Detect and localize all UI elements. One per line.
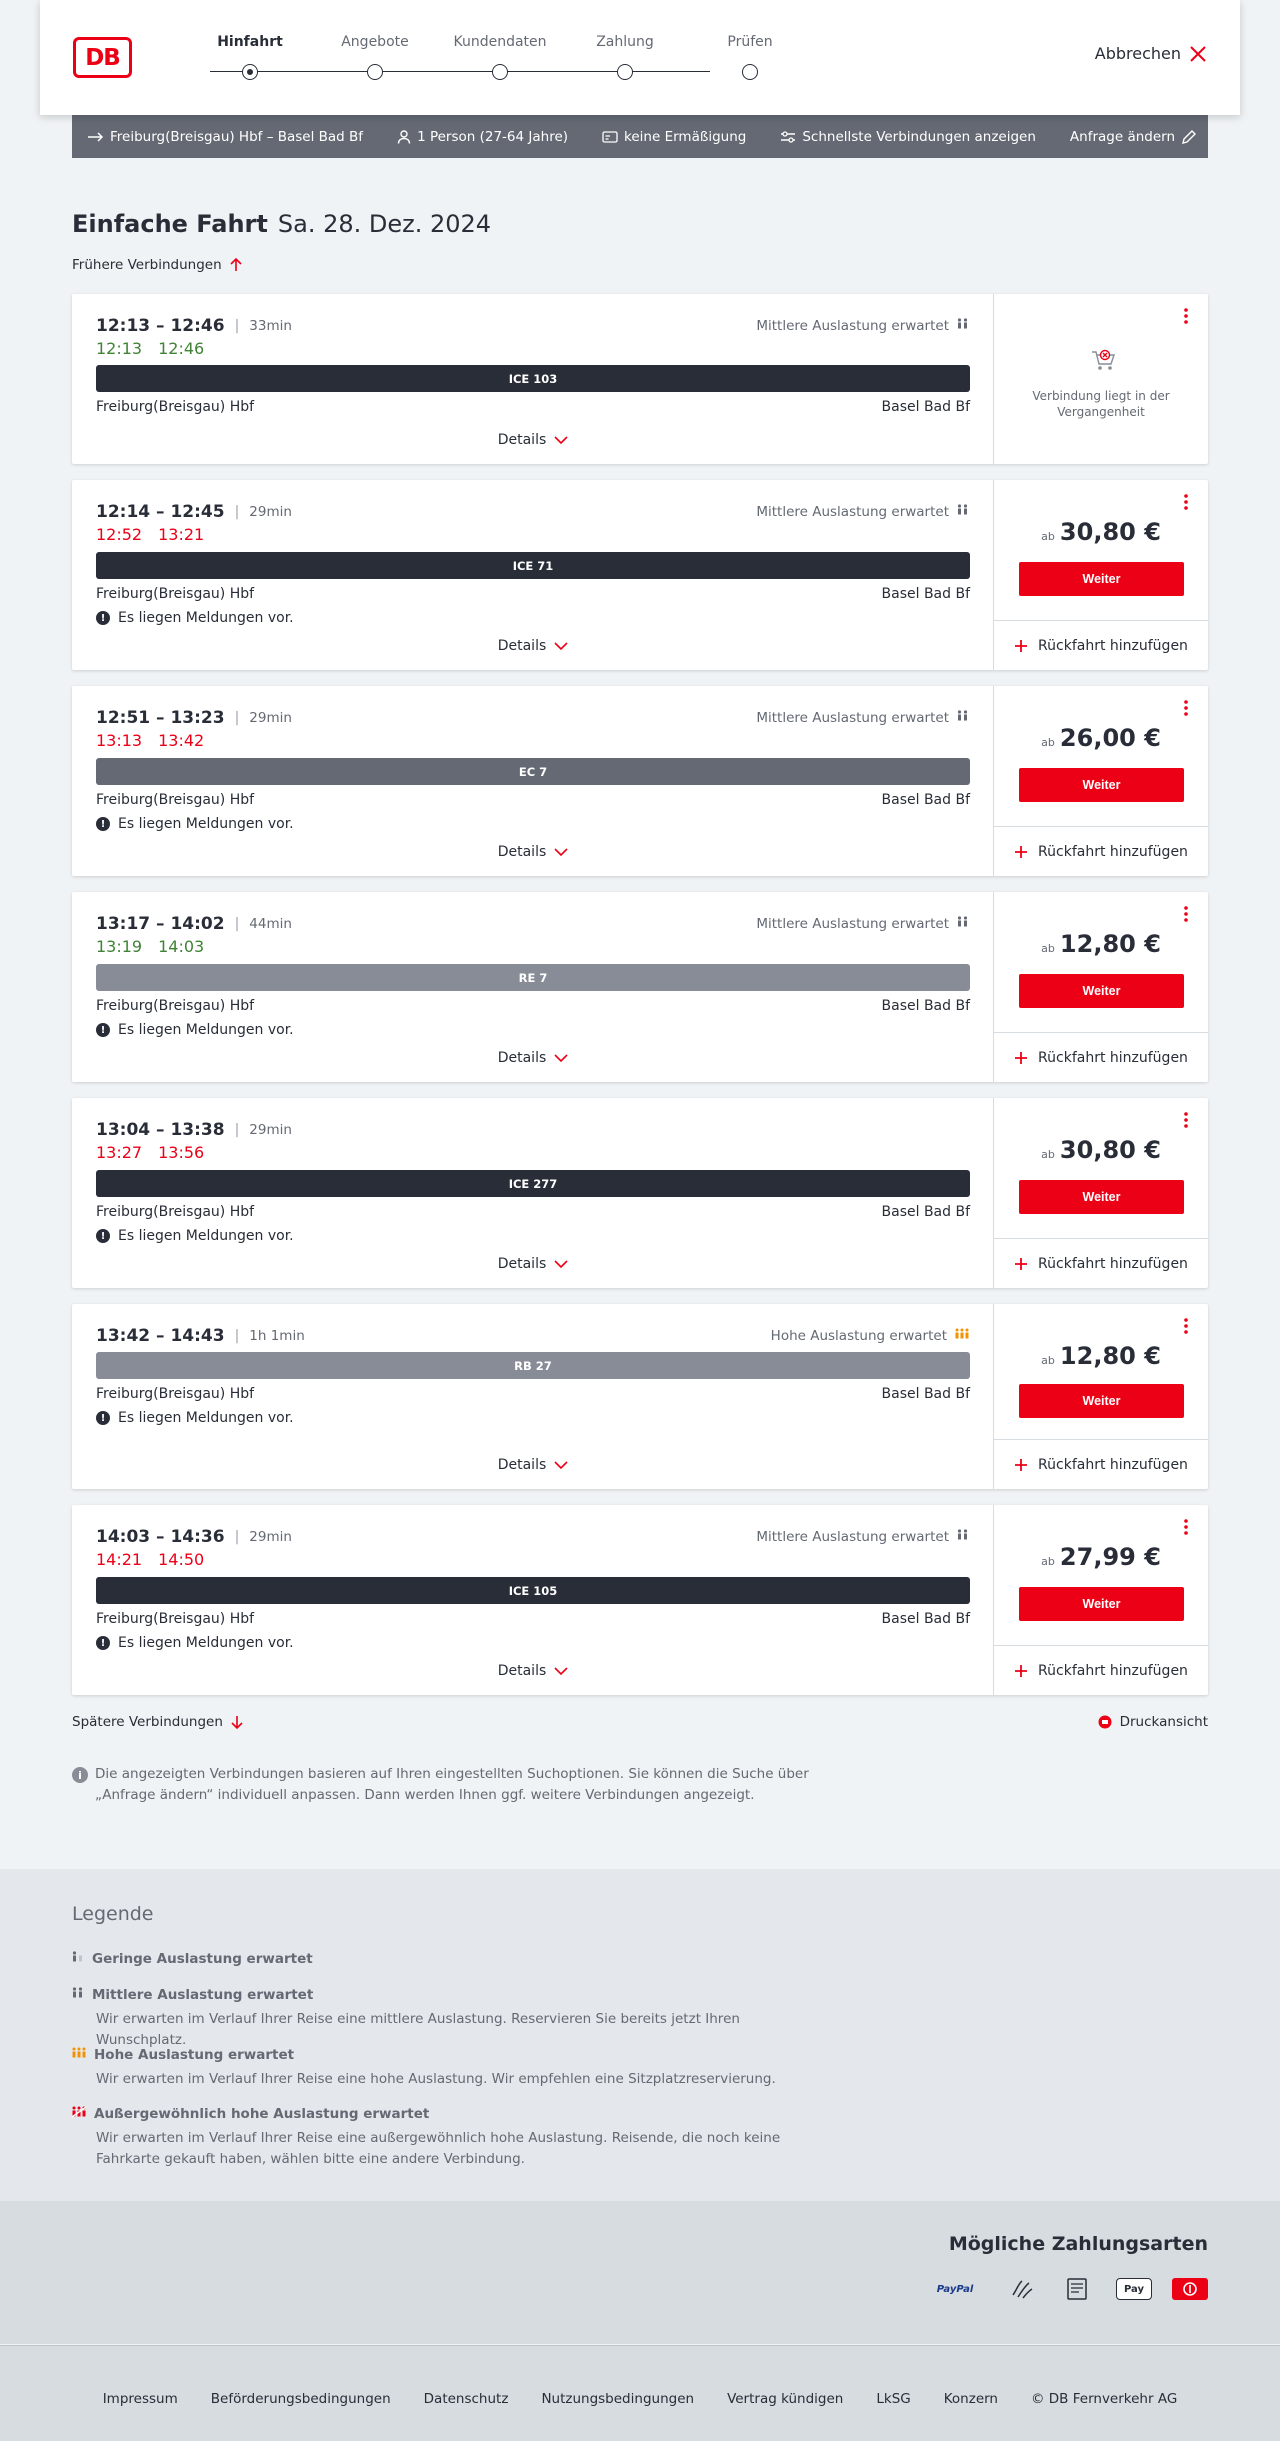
footer-link[interactable]: © DB Fernverkehr AG (1031, 2391, 1178, 2407)
connection-card[interactable] (72, 480, 1208, 670)
details-label: Details (497, 1457, 547, 1473)
stations (96, 1204, 970, 1220)
notice (96, 1228, 294, 1244)
price (994, 1543, 1208, 1571)
more-options-icon[interactable] (1180, 1110, 1192, 1130)
step-label: Kundendaten (453, 34, 547, 50)
separator: | (234, 1328, 240, 1344)
legend-item-title: Mittlere Auslastung erwartet (92, 1987, 314, 2003)
price (994, 518, 1208, 546)
offer-panel (994, 892, 1208, 1082)
extreme-load-icon (72, 2106, 86, 2122)
legend-item-desc: Wir erwarten im Verlauf Ihrer Reise eine hohe Auslastung. Wir empfehlen eine Sitzplatzreservierung. (96, 2071, 776, 2087)
medium-load-icon (957, 504, 969, 520)
time-range: 12:51 – 13:23 (96, 708, 225, 728)
realtime-departure: 12:52 (96, 525, 143, 544)
connection-card[interactable] (72, 1098, 1208, 1288)
occupancy-label: Mittlere Auslastung erwartet (756, 318, 949, 334)
legend-item-desc: Wir erwarten im Verlauf Ihrer Reise eine mittlere Auslastung. Reservieren Sie bereits jetzt Ihren Wunschplatz. (96, 2011, 740, 2048)
realtime-departure: 14:21 (96, 1550, 143, 1569)
price-value: 30,80 € (1059, 1136, 1161, 1164)
price-prefix: ab (1041, 942, 1055, 955)
details-toggle[interactable] (72, 432, 994, 448)
stations (96, 998, 970, 1014)
details-toggle[interactable] (72, 638, 994, 654)
chevron-down-icon (554, 436, 568, 444)
departure-station: Freiburg(Breisgau) Hbf (96, 586, 255, 602)
plus-icon (1014, 1051, 1028, 1065)
notice (96, 816, 294, 832)
train-bar[interactable]: EC 7 (96, 758, 970, 785)
legend-item-title: Hohe Auslastung erwartet (94, 2047, 295, 2063)
occupancy-label: Mittlere Auslastung erwartet (756, 1529, 949, 1545)
route-summary (88, 129, 363, 145)
connection-info (72, 1304, 994, 1489)
header-bar (40, 0, 1240, 115)
info-icon: i (72, 1767, 88, 1783)
add-return-trip-button[interactable] (994, 620, 1208, 670)
low-load-icon (72, 1951, 84, 1967)
add-return-trip-button[interactable] (994, 1645, 1208, 1695)
details-toggle[interactable] (72, 1457, 994, 1473)
plus-icon (1014, 1257, 1028, 1271)
add-return-trip-button[interactable] (994, 1439, 1208, 1489)
departure-station: Freiburg(Breisgau) Hbf (96, 1611, 255, 1627)
time-range: 13:04 – 13:38 (96, 1120, 225, 1140)
legend-title: Legende (72, 1903, 154, 1925)
duration: 29min (249, 1122, 292, 1138)
arrival-station: Basel Bad Bf (881, 1386, 970, 1402)
print-view-label: Druckansicht (1119, 1714, 1208, 1730)
realtime-times (96, 339, 204, 358)
occupancy-label: Mittlere Auslastung erwartet (756, 916, 949, 932)
chevron-down-icon (554, 1461, 568, 1469)
arrival-station: Basel Bad Bf (881, 1611, 970, 1627)
medium-load-icon (72, 1987, 84, 2003)
price-value: 12,80 € (1059, 930, 1161, 958)
planned-times (96, 1120, 292, 1140)
alert-icon: ! (96, 1023, 110, 1037)
price (994, 1136, 1208, 1164)
change-request-label: Anfrage ändern (1069, 128, 1176, 145)
more-options-icon[interactable] (1180, 492, 1192, 512)
separator: | (234, 1122, 240, 1138)
bottom-links (72, 1714, 1208, 1730)
arrow-right-icon (88, 132, 104, 142)
offer-panel (994, 1505, 1208, 1695)
step-hinfahrt (180, 34, 320, 50)
footer-link[interactable]: Konzern (943, 2391, 998, 2407)
add-return-trip-button[interactable] (994, 1238, 1208, 1288)
past-connection-note: Verbindung liegt in der Vergangenheit (1032, 389, 1170, 419)
notice (96, 1410, 294, 1426)
planned-times (96, 316, 292, 336)
planned-times (96, 914, 292, 934)
occupancy-label: Mittlere Auslastung erwartet (756, 710, 949, 726)
plus-icon (1014, 1664, 1028, 1678)
details-label: Details (497, 638, 547, 654)
alert-icon: ! (96, 1636, 110, 1650)
details-label: Details (497, 1050, 547, 1066)
realtime-departure: 12:13 (96, 339, 143, 358)
more-options-icon[interactable] (1180, 698, 1192, 718)
realtime-arrival: 13:42 (158, 731, 205, 750)
print-view-link[interactable] (1098, 1714, 1208, 1730)
arrow-up-icon (230, 258, 242, 272)
realtime-arrival: 13:21 (158, 525, 205, 544)
continue-button[interactable]: Weiter (1019, 1587, 1184, 1621)
chevron-down-icon (554, 642, 568, 650)
occupancy-info (756, 504, 969, 520)
more-options-icon[interactable] (1180, 1517, 1192, 1537)
price-prefix: ab (1041, 736, 1055, 749)
paypal-icon: PayPal (936, 2283, 974, 2295)
connection-card[interactable] (72, 1505, 1208, 1695)
earlier-connections-link[interactable] (72, 257, 242, 273)
price-value: 30,80 € (1059, 518, 1161, 546)
arrival-station: Basel Bad Bf (881, 792, 970, 808)
continue-button[interactable]: Weiter (1019, 1384, 1184, 1418)
realtime-times (96, 1143, 204, 1162)
details-label: Details (497, 844, 547, 860)
price-prefix: ab (1041, 1555, 1055, 1568)
duration: 29min (249, 504, 292, 520)
add-return-trip-label: Rückfahrt hinzufügen (1038, 1255, 1188, 1272)
details-toggle[interactable] (72, 1050, 994, 1066)
notice (96, 1635, 294, 1651)
departure-station: Freiburg(Breisgau) Hbf (96, 1204, 255, 1220)
departure-station: Freiburg(Breisgau) Hbf (96, 792, 255, 808)
occupancy-info (756, 710, 969, 726)
medium-load-icon (957, 710, 969, 726)
discount-text: keine Ermäßigung (624, 128, 747, 145)
footer-links (0, 2391, 1280, 2407)
occupancy-label: Mittlere Auslastung erwartet (756, 504, 949, 520)
chevron-down-icon (554, 1054, 568, 1062)
legend-item-desc: Wir erwarten im Verlauf Ihrer Reise eine außergewöhnlich hohe Auslastung. Reisende, die noch keine Fahrkarte gekauft haben, wählen bitte eine andere Verbindung. (96, 2130, 781, 2167)
notice-text: Es liegen Meldungen vor. (118, 1635, 294, 1651)
payment-icons (926, 2277, 1208, 2301)
price-value: 26,00 € (1059, 724, 1161, 752)
step-dot (617, 64, 633, 80)
invoice-icon (1060, 2277, 1096, 2301)
duration: 44min (249, 916, 292, 932)
step-angebote (305, 34, 445, 50)
arrival-station: Basel Bad Bf (881, 1204, 970, 1220)
stations (96, 1611, 970, 1627)
chevron-down-icon (554, 1667, 568, 1675)
realtime-departure: 13:13 (96, 731, 143, 750)
planned-times (96, 708, 292, 728)
connection-info (72, 892, 994, 1082)
close-icon (1189, 45, 1207, 63)
earlier-connections-label: Frühere Verbindungen (72, 257, 222, 273)
medium-load-icon (957, 916, 969, 932)
step-dot (367, 64, 383, 80)
train-bar[interactable]: ICE 105 (96, 1577, 970, 1604)
later-connections-link[interactable] (72, 1714, 243, 1730)
change-request-button[interactable] (1070, 129, 1197, 145)
arrival-station: Basel Bad Bf (881, 586, 970, 602)
realtime-arrival: 12:46 (158, 339, 205, 358)
offer-panel (994, 1304, 1208, 1489)
details-label: Details (497, 432, 547, 448)
continue-button[interactable]: Weiter (1019, 974, 1184, 1008)
offer-panel (994, 480, 1208, 670)
price-value: 12,80 € (1059, 1342, 1161, 1370)
legend-item-high (72, 2047, 832, 2090)
price (994, 724, 1208, 752)
payment-section (0, 2201, 1280, 2344)
legend-item-title: Außergewöhnlich hohe Auslastung erwartet (94, 2106, 430, 2122)
trip-type: Einfache Fahrt (72, 210, 268, 238)
progress-line (210, 71, 710, 72)
separator: | (234, 1529, 240, 1545)
connection-info (72, 1098, 994, 1288)
filter-icon (780, 131, 796, 143)
stations (96, 1386, 970, 1402)
more-options-icon[interactable] (1180, 904, 1192, 924)
occupancy-info (771, 1328, 969, 1344)
continue-button[interactable]: Weiter (1019, 562, 1184, 596)
card-icon (602, 131, 618, 143)
connection-card[interactable] (72, 892, 1208, 1082)
continue-button[interactable]: Weiter (1019, 1180, 1184, 1214)
medium-load-icon (957, 318, 969, 334)
stations (96, 792, 970, 808)
realtime-departure: 13:27 (96, 1143, 143, 1162)
realtime-times (96, 731, 204, 750)
legend-item-extreme (72, 2106, 832, 2170)
search-summary-bar (72, 115, 1208, 158)
payment-title: Mögliche Zahlungsarten (948, 2233, 1208, 2255)
duration: 29min (249, 1529, 292, 1545)
continue-button[interactable]: Weiter (1019, 768, 1184, 802)
more-options-icon[interactable] (1180, 306, 1192, 326)
footer-link[interactable]: Nutzungsbedingungen (541, 2391, 695, 2407)
chevron-down-icon (554, 1260, 568, 1268)
notice (96, 610, 294, 626)
price (994, 1342, 1208, 1370)
realtime-arrival: 14:03 (158, 937, 205, 956)
arrival-station: Basel Bad Bf (881, 998, 970, 1014)
notice (96, 1022, 294, 1038)
footer-link[interactable]: LkSG (876, 2391, 911, 2407)
step-pruefen (680, 34, 820, 50)
duration: 33min (249, 318, 292, 334)
page-title (72, 210, 491, 238)
add-return-trip-button[interactable] (994, 826, 1208, 876)
footer-link[interactable]: Datenschutz (423, 2391, 509, 2407)
occupancy-info (756, 1529, 969, 1545)
notice-text: Es liegen Meldungen vor. (118, 1410, 294, 1426)
price-prefix: ab (1041, 1148, 1055, 1161)
person-icon (397, 130, 411, 144)
notice-text: Es liegen Meldungen vor. (118, 610, 294, 626)
add-return-trip-label: Rückfahrt hinzufügen (1038, 637, 1188, 654)
price (994, 930, 1208, 958)
print-icon (1098, 1715, 1112, 1729)
separator: | (234, 710, 240, 726)
cancel-label: Abbrechen (1094, 44, 1181, 63)
high-load-icon (72, 2047, 86, 2063)
details-label: Details (497, 1256, 547, 1272)
arrow-down-icon (231, 1715, 243, 1729)
notice-text: Es liegen Meldungen vor. (118, 1022, 294, 1038)
footer-link[interactable]: Vertrag kündigen (727, 2391, 844, 2407)
info-note (72, 1764, 852, 1806)
departure-station: Freiburg(Breisgau) Hbf (96, 1386, 255, 1402)
add-return-trip-label: Rückfahrt hinzufügen (1038, 843, 1188, 860)
apple-pay-icon (1116, 2278, 1152, 2300)
passenger-text: 1 Person (27-64 Jahre) (417, 128, 569, 145)
discount-summary (602, 129, 746, 145)
connection-card[interactable] (72, 686, 1208, 876)
price-prefix: ab (1041, 1354, 1055, 1367)
realtime-times (96, 937, 204, 956)
notice-text: Es liegen Meldungen vor. (118, 1228, 294, 1244)
time-range: 14:03 – 14:36 (96, 1527, 225, 1547)
planned-times (96, 1527, 292, 1547)
db-logo[interactable]: DB (73, 37, 132, 78)
step-label: Angebote (341, 34, 409, 50)
offer-panel (994, 686, 1208, 876)
step-label: Hinfahrt (217, 34, 283, 50)
notice-text: Es liegen Meldungen vor. (118, 816, 294, 832)
trip-date: Sa. 28. Dez. 2024 (277, 210, 492, 238)
train-bar[interactable]: ICE 277 (96, 1170, 970, 1197)
realtime-times (96, 525, 204, 544)
step-kundendaten (430, 34, 570, 50)
high-load-icon (955, 1328, 969, 1344)
step-label: Prüfen (727, 34, 773, 50)
footer-link[interactable]: Impressum (102, 2391, 178, 2407)
option-summary (780, 129, 1036, 145)
later-connections-label: Spätere Verbindungen (72, 1714, 223, 1730)
occupancy-label: Hohe Auslastung erwartet (770, 1328, 947, 1344)
details-label: Details (497, 1663, 547, 1679)
realtime-departure: 13:19 (96, 937, 143, 956)
duration: 1h 1min (249, 1328, 305, 1344)
realtime-arrival: 14:50 (158, 1550, 205, 1569)
legend-item-medium (72, 1987, 832, 2051)
separator: | (234, 318, 240, 334)
step-dot (742, 64, 758, 80)
departure-station: Freiburg(Breisgau) Hbf (96, 399, 255, 415)
alert-icon: ! (96, 1229, 110, 1243)
legend-section (0, 1869, 1280, 2201)
train-bar[interactable]: ICE 103 (96, 365, 970, 392)
train-bar[interactable]: RB 27 (96, 1352, 970, 1379)
planned-times (96, 502, 292, 522)
time-range: 13:42 – 14:43 (96, 1326, 225, 1346)
footer (0, 2345, 1280, 2441)
plus-icon (1014, 639, 1028, 653)
planned-times (96, 1326, 305, 1346)
direct-debit-icon (1004, 2277, 1040, 2301)
alert-icon: ! (96, 1411, 110, 1425)
connection-info (72, 480, 994, 670)
connection-info (72, 686, 994, 876)
add-return-trip-label: Rückfahrt hinzufügen (1038, 1049, 1188, 1066)
info-text: Die angezeigten Verbindungen basieren auf Ihren eingestellten Suchoptionen. Sie können die Suche über „Anfrage ändern“ individuell anpassen. Dann werden Ihnen ggf. weitere Verbindungen angezeigt. (95, 1766, 809, 1803)
legend-item-title: Geringe Auslastung erwartet (92, 1951, 313, 1967)
add-return-trip-button[interactable] (994, 1032, 1208, 1082)
route-text: Freiburg(Breisgau) Hbf – Basel Bad Bf (110, 128, 364, 145)
plus-icon (1014, 845, 1028, 859)
details-toggle[interactable] (72, 844, 994, 860)
footer-link[interactable]: Beförderungsbedingungen (210, 2391, 391, 2407)
realtime-arrival: 13:56 (158, 1143, 205, 1162)
stations (96, 586, 970, 602)
duration: 29min (249, 710, 292, 726)
add-return-trip-label: Rückfahrt hinzufügen (1038, 1456, 1188, 1473)
option-text: Schnellste Verbindungen anzeigen (802, 128, 1036, 145)
add-return-trip-label: Rückfahrt hinzufügen (1038, 1662, 1188, 1679)
price-prefix: ab (1041, 530, 1055, 543)
time-range: 13:17 – 14:02 (96, 914, 225, 934)
connection-card[interactable] (72, 294, 1208, 464)
train-bar[interactable]: ICE 71 (96, 552, 970, 579)
alert-icon: ! (96, 817, 110, 831)
more-options-icon[interactable] (1180, 1316, 1192, 1336)
plus-icon (1014, 1458, 1028, 1472)
price-value: 27,99 € (1059, 1543, 1161, 1571)
step-dot (492, 64, 508, 80)
separator: | (234, 504, 240, 520)
separator: | (234, 916, 240, 932)
connection-info (72, 1505, 994, 1695)
db-card-icon (1172, 2278, 1208, 2300)
train-bar[interactable]: RE 7 (96, 964, 970, 991)
offer-panel (994, 294, 1208, 464)
apple-pay-label: Pay (1123, 2283, 1145, 2295)
legend-item-low (72, 1951, 832, 1967)
cancel-button[interactable] (1095, 44, 1207, 63)
alert-icon: ! (96, 611, 110, 625)
time-range: 12:14 – 12:45 (96, 502, 225, 522)
realtime-times (96, 1550, 204, 1569)
offer-panel (994, 1098, 1208, 1288)
step-dot (242, 64, 258, 80)
step-zahlung (555, 34, 695, 50)
occupancy-info (756, 916, 969, 932)
arrival-station: Basel Bad Bf (881, 399, 970, 415)
cart-unavailable-icon (1089, 346, 1117, 374)
time-range: 12:13 – 12:46 (96, 316, 225, 336)
connection-card[interactable] (72, 1304, 1208, 1489)
details-toggle[interactable] (72, 1663, 994, 1679)
occupancy-info (756, 318, 969, 334)
stations (96, 399, 970, 415)
step-label: Zahlung (596, 34, 654, 50)
pencil-icon (1181, 129, 1197, 145)
passenger-summary (397, 129, 568, 145)
connection-info (72, 294, 994, 464)
chevron-down-icon (554, 848, 568, 856)
details-toggle[interactable] (72, 1256, 994, 1272)
medium-load-icon (957, 1529, 969, 1545)
departure-station: Freiburg(Breisgau) Hbf (96, 998, 255, 1014)
